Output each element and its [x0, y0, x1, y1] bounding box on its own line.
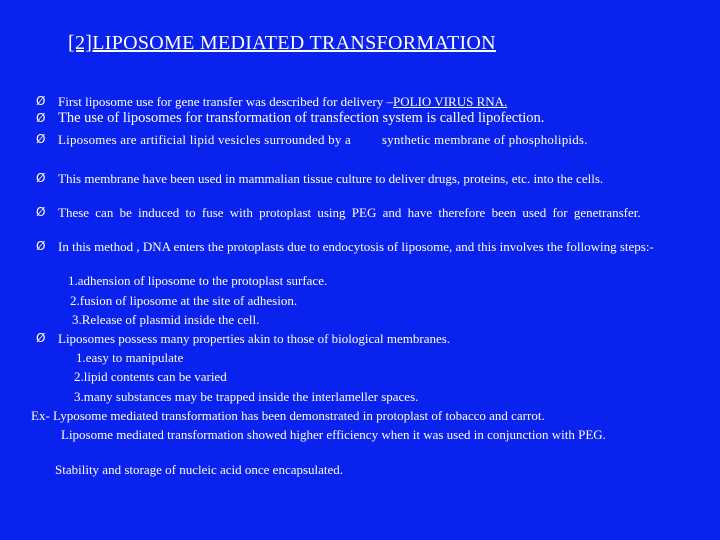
step-item: 2.fusion of liposome at the site of adhesion.: [70, 293, 298, 308]
property-item: 1.easy to manipulate: [76, 350, 184, 365]
bullet-arrow-icon: Ø: [36, 132, 46, 146]
property-item: 2.lipid contents can be varied: [74, 369, 227, 384]
bullet-text: This membrane have been used in mammalian tissue culture to deliver drugs, proteins, etc. into the cells.: [58, 171, 604, 186]
bullet-arrow-icon: Ø: [36, 94, 46, 108]
bullet-arrow-icon: Ø: [36, 331, 46, 345]
step-item: 1.adhension of liposome to the protoplast surface.: [68, 273, 328, 288]
bullet-text: These can be induced to fuse with protoplast using PEG and have therefore been used for genetransfer.: [58, 205, 641, 220]
bullet-text: In this method , DNA enters the protoplasts due to endocytosis of liposome, and this involves the following steps:-: [58, 239, 654, 254]
property-item: 3.many substances may be trapped inside the interlameller spaces.: [74, 389, 419, 404]
example-text: Ex- Lyposome mediated transformation has been demonstrated in protoplast of tobacco and carrot.: [31, 408, 545, 423]
bullet-text: First liposome use for gene transfer was described for delivery –: [58, 94, 394, 109]
highlight-text: POLIO VIRUS RNA.: [393, 94, 508, 109]
bullet-text: Liposomes possess many properties akin to those of biological membranes.: [58, 331, 451, 346]
bullet-arrow-icon: Ø: [36, 205, 46, 219]
bullet-arrow-icon: Ø: [36, 111, 46, 125]
efficiency-text: Liposome mediated transformation showed higher efficiency when it was used in conjunction with PEG.: [61, 427, 606, 442]
stability-text: Stability and storage of nucleic acid once encapsulated.: [55, 462, 344, 477]
step-item: 3.Release of plasmid inside the cell.: [72, 312, 260, 327]
bullet-text-continued: synthetic membrane of phospholipids.: [381, 132, 588, 147]
bullet-arrow-icon: Ø: [36, 171, 46, 185]
bullet-text: The use of liposomes for transformation of transfection system is called lipofection.: [58, 110, 545, 126]
bullet-text: Liposomes are artificial lipid vesicles surrounded by a: [58, 132, 351, 147]
bullet-arrow-icon: Ø: [36, 239, 46, 253]
slide-title: [2]LIPOSOME MEDIATED TRANSFORMATION: [68, 32, 496, 54]
